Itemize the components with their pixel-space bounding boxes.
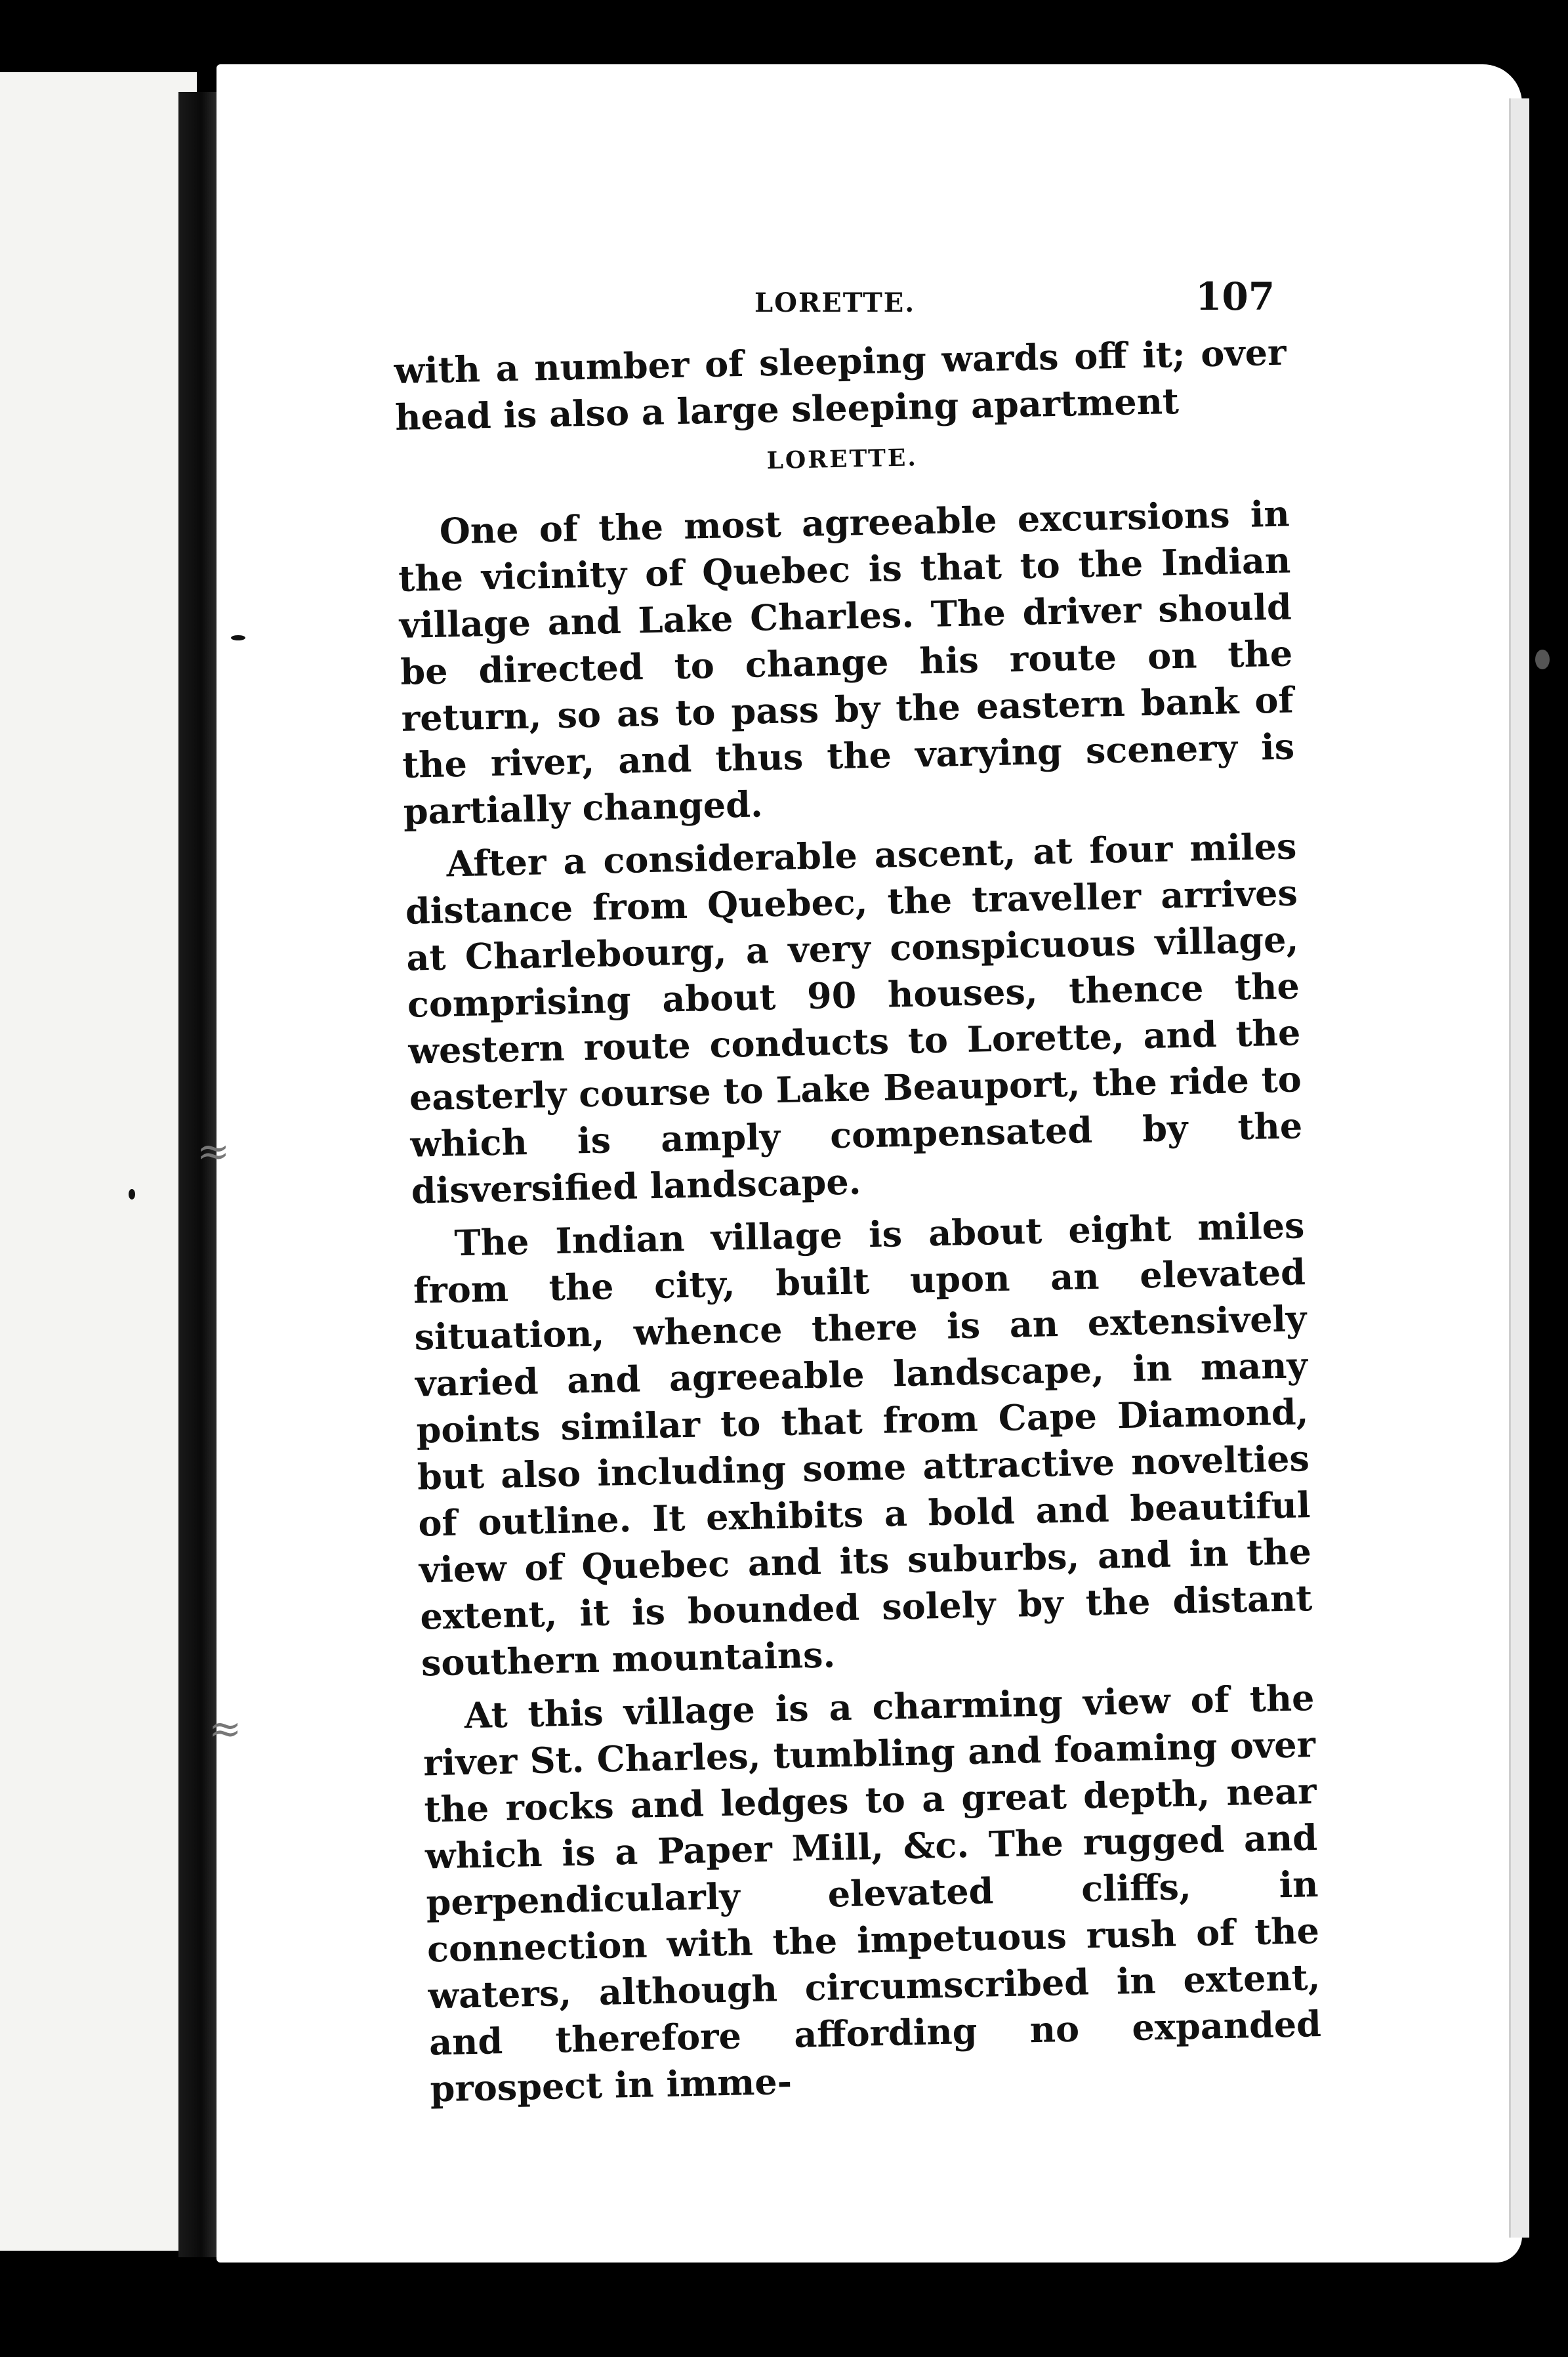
binding-speck xyxy=(129,1189,135,1199)
paragraph: At this village is a charming view of the river St. Charles, tumbling and foaming over the rocks and ledges to a great depth, near which is a Paper Mill, &c. The rugged and perpendicularly elevated cliffs, in connection with the impetuous rush of the waters, although circumscribed in extent, and therefore affording no expanded prospect in imme- xyxy=(423,1677,1322,2110)
continued-paragraph: with a number of sleeping wards off it; over head is also a large sleeping apartment xyxy=(394,331,1287,438)
binding-thread: ≈ xyxy=(209,1706,242,1752)
binding-speck xyxy=(1535,650,1550,669)
running-head: LORETTE. xyxy=(754,287,916,318)
text-block xyxy=(394,329,1323,2113)
page-edge xyxy=(1509,98,1529,2238)
binding-speck xyxy=(231,635,245,640)
paragraph: The Indian village is about eight miles from the city, built upon an elevated situation, whence there is an extensively varied and agreeable landscape, in many points similar to that from Cape Diamond, but also including some attractive novelties of outline. It exhibits a bold and beautiful view of Quebec and its suburbs, and in the extent, it is bounded solely by the distant southern mountains. xyxy=(413,1204,1313,1684)
section-heading: LORETTE. xyxy=(766,444,918,475)
paragraph: One of the most agreeable excursions in the vicinity of Quebec is that to the Indian village and Lake Charles. The driver should be directed to change his route on the return, so as to pass by the eastern bank of the river, and thus the varying scenery is partially changed. xyxy=(398,492,1295,833)
paragraph: After a considerable ascent, at four miles distance from Quebec, the traveller arrives at Charlebourg, a very conspicuous village, comprising about 90 houses, thence the western route conducts to Lorette, and the easterly course to Lake Beauport, the ride to which is amply compensated by the disversified landscape. xyxy=(405,825,1303,1212)
book-gutter xyxy=(178,92,217,2257)
binding-thread: ≈ xyxy=(197,1129,230,1175)
facing-left-page xyxy=(0,72,197,2251)
page-number: 107 xyxy=(1195,274,1275,319)
